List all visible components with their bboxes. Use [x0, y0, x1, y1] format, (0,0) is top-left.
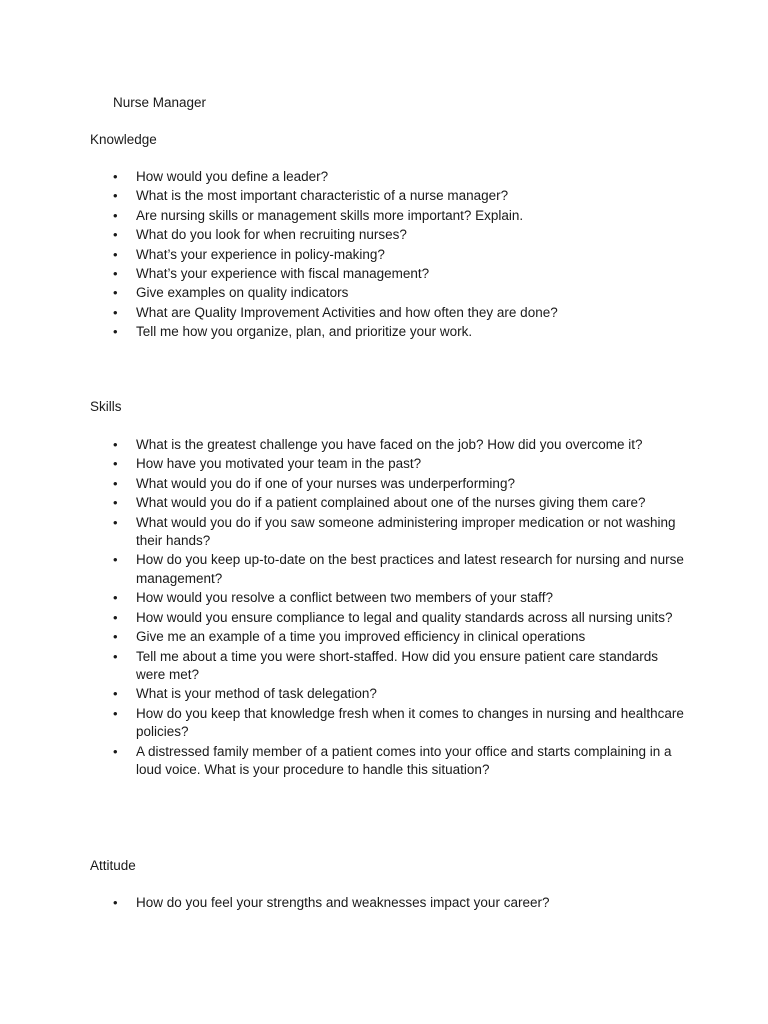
document-title: Nurse Manager — [113, 95, 207, 110]
bullet-icon: • — [113, 895, 118, 910]
skills-question-list — [0, 436, 768, 781]
question-item: • How would you resolve a conflict between two members of your staff? — [0, 589, 768, 608]
question-item: • How have you motivated your team in the past? — [0, 455, 768, 474]
question-item: • Tell me about a time you were short-staffed. How did you ensure patient care standards were met? — [113, 648, 659, 683]
bullet-icon: • — [113, 609, 118, 625]
bullet-icon: • — [113, 169, 118, 184]
bullet-icon: • — [113, 629, 118, 645]
question-item: • Give examples on quality indicators — [0, 284, 768, 303]
question-item: • What’s your experience in policy-making? — [0, 246, 768, 265]
bullet-icon: • — [113, 285, 118, 301]
question-item: • What is the greatest challenge you have faced on the job? How did you overcome it? — [0, 436, 768, 455]
bullet-icon: • — [113, 552, 118, 568]
question-item: • Give me an example of a time you improved efficiency in clinical operations — [0, 628, 768, 647]
bullet-icon: • — [113, 207, 118, 223]
question-item: • How do you feel your strengths and weaknesses impact your career? — [0, 894, 768, 913]
bullet-icon: • — [113, 514, 118, 530]
bullet-icon: • — [113, 304, 118, 320]
bullet-icon: • — [113, 437, 118, 452]
question-item: • Tell me how you organize, plan, and prioritize your work. — [0, 323, 768, 342]
question-item: • What are Quality Improvement Activities and how often they are done? — [0, 304, 768, 323]
question-item: • How do you keep up-to-date on the best practices and latest research for nursing and nurse management? — [113, 552, 684, 586]
bullet-icon: • — [113, 246, 118, 262]
question-item: • How would you ensure compliance to legal and quality standards across all nursing units? — [0, 609, 768, 628]
section-heading-attitude: Attitude — [90, 858, 136, 873]
attitude-question-list — [0, 894, 768, 913]
bullet-icon: • — [113, 648, 118, 664]
question-item: • Are nursing skills or management skills more important? Explain. — [0, 207, 768, 226]
question-item: • A distressed family member of a patient comes into your office and starts complaining in a loud voice. What is your procedure to handle this situation? — [113, 743, 672, 778]
bullet-icon: • — [113, 590, 118, 606]
bullet-icon: • — [113, 495, 118, 511]
bullet-icon: • — [113, 686, 118, 702]
bullet-icon: • — [113, 324, 118, 340]
question-item: • What would you do if a patient complained about one of the nurses giving them care? — [0, 494, 768, 513]
question-item: • What is your method of task delegation? — [0, 685, 768, 704]
bullet-icon: • — [113, 265, 118, 281]
knowledge-question-list — [0, 168, 768, 343]
question-item: • What is the most important characteristic of a nurse manager? — [0, 187, 768, 206]
bullet-icon: • — [113, 188, 118, 204]
section-heading-skills: Skills — [90, 399, 122, 414]
bullet-icon: • — [113, 705, 118, 721]
bullet-icon: • — [113, 456, 118, 472]
question-item: • How would you define a leader? — [0, 168, 768, 187]
bullet-icon: • — [113, 227, 118, 243]
question-item: • What would you do if you saw someone administering improper medication or not washing their hands? — [113, 514, 676, 549]
question-item: • What would you do if one of your nurses was underperforming? — [0, 475, 768, 494]
section-heading-knowledge: Knowledge — [90, 132, 157, 147]
question-item: • What’s your experience with fiscal management? — [0, 265, 768, 284]
question-item: • How do you keep that knowledge fresh when it comes to changes in nursing and healthcare policies? — [113, 705, 684, 740]
question-item: • What do you look for when recruiting nurses? — [0, 226, 768, 245]
bullet-icon: • — [113, 743, 118, 759]
bullet-icon: • — [113, 475, 118, 491]
